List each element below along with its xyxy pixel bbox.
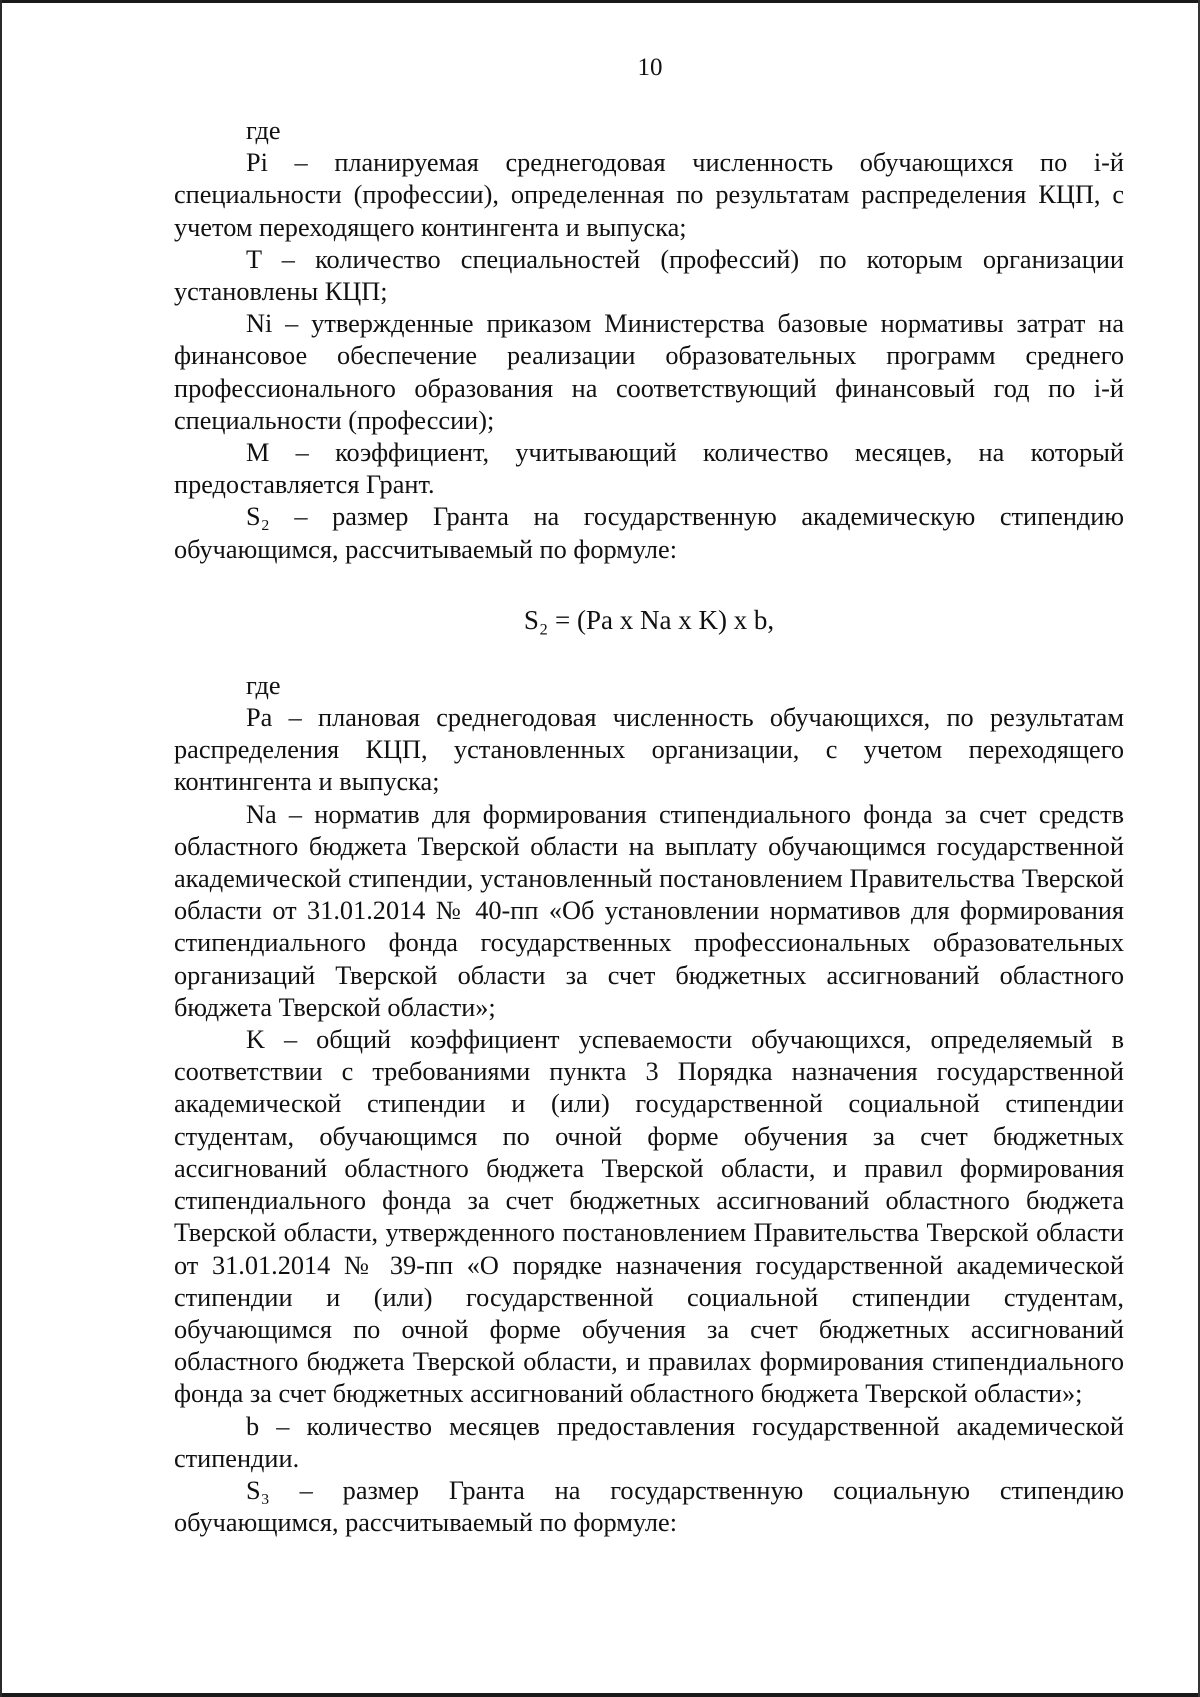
definition-pa: Pa – плановая среднегодовая численность обучающихся, по результатам распределения КЦП, установленных организации, с учетом переходящего контингента и выпуска; (174, 703, 1124, 797)
definition-m: M – коэффициент, учитывающий количество месяцев, на который предоставляется Грант. (174, 438, 1124, 500)
page-number: 10 (637, 54, 663, 81)
definition-ni: Ni – утвержденные приказом Министерства базовые нормативы затрат на финансовое обеспечение реализации образовательных программ среднего профессионального образования на соответствующий финансовый год по i-й специальности (профессии); (174, 309, 1124, 435)
definition-b: b – количество месяцев предоставления государственной академической стипендии. (174, 1411, 1124, 1473)
where-label-2: где (246, 670, 281, 700)
definition-k: K – общий коэффициент успеваемости обучающихся, определяемый в соответствии с требованиями пункта 3 Порядка назначения государственной академической стипендии и (или) государственной социальной стипендии студентам, обучающимся по очной форме обучения за счет бюджетных ассигнований областного бюджета Тверской области, и правил формирования стипендиального фонда за счет бюджетных ассигнований областного бюджета Тверской области, утвержденного постановлением Правительства Тверской области от 31.01.2014 № 39-пп «О порядке назначения государственной академической стипендии и (или) государственной социальной стипендии студентам, обучающимся по очной форме обучения за счет бюджетных ассигнований областного бюджета Тверской области, и правилах формирования стипендиального фонда за счет бюджетных ассигнований областного бюджета Тверской области»; (174, 1025, 1124, 1409)
definition-s3: S₃ – размер Гранта на государственную социальную стипендию обучающимся, рассчитываемый по формуле: (174, 1475, 1124, 1538)
definition-t: T – количество специальностей (профессий) по которым организации установлены КЦП; (174, 244, 1124, 307)
definition-na: Na – норматив для формирования стипендиального фонда за счет средств областного бюджета Тверской области на выплату обучающимся государственной академической стипендии, установленный постановлением Правительства Тверской области от 31.01.2014 № 40-пп «Об установлении нормативов для формирования стипендиального фонда государственных профессиональных образовательных организаций Тверской области за счет бюджетных ассигнований областного бюджета Тверской области»; (174, 799, 1124, 1022)
definition-s2: S₂ – размер Гранта на государственную академическую стипендию обучающимся, рассчитываемый по формуле: (174, 502, 1124, 564)
definition-pi: Pi – планируемая среднегодовая численность обучающихся по i-й специальности (профессии), определенная по результатам распределения КЦП, с учетом переходящего контингента и выпуска; (174, 148, 1124, 242)
where-label-1: где (246, 116, 281, 145)
document-body (174, 115, 1124, 1539)
scan-border-bottom (0, 1693, 1200, 1697)
scan-border-left (0, 0, 2, 1697)
formula-s2: S₂ = (Pa x Na x K) x b, (523, 604, 775, 635)
scan-border-top (0, 0, 1200, 3)
